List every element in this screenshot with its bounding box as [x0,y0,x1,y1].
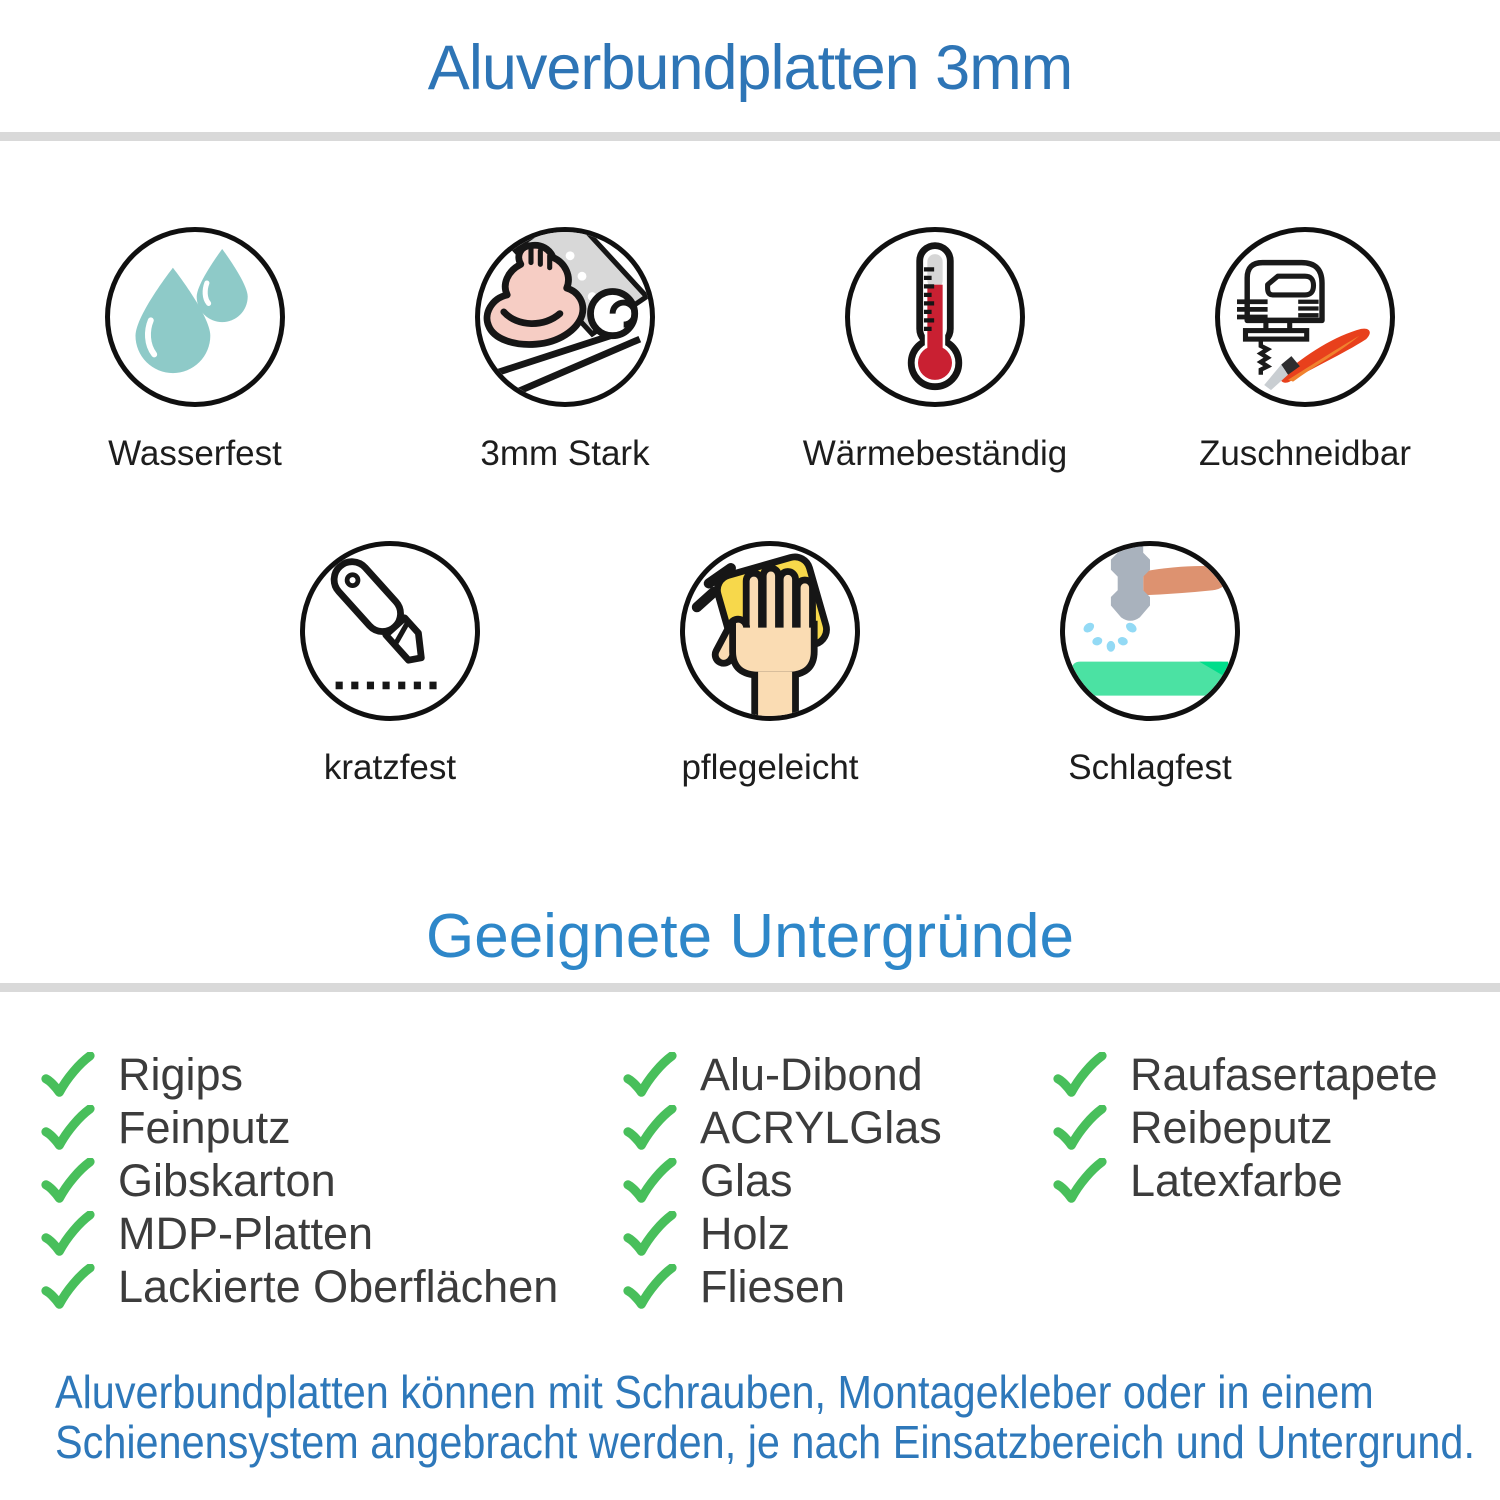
checkmark-icon [622,1158,678,1204]
feature-row-2 [200,541,1340,789]
list-item-label: Gibskarton [118,1155,336,1206]
list-item-label: Reibeputz [1130,1102,1333,1153]
checkmark-icon [622,1264,678,1310]
water-drops-icon [105,227,285,407]
feature-waermebestaendig [750,227,1120,475]
page-title: Aluverbundplatten 3mm [427,33,1073,103]
thermometer-icon [845,227,1025,407]
footer-note [55,1366,1475,1468]
list-item-label: Latexfarbe [1130,1155,1343,1206]
feature-label: Wärmebeständig [802,434,1068,473]
muscle-arm-icon [475,227,655,407]
list-item [40,1154,622,1207]
list-item [40,1101,622,1154]
list-item-label: Rigips [118,1049,244,1100]
feature-3mm-stark [380,227,750,475]
hammer-icon [1060,541,1240,721]
list-item [622,1154,1052,1207]
feature-row-1 [0,227,1500,475]
list-item-label: Lackierte Oberflächen [118,1261,559,1312]
list-item [622,1260,1052,1313]
checkmark-icon [622,1105,678,1151]
checkmark-icon [40,1158,96,1204]
footer-line-2: Schienensystem angebracht werden, je nach Einsatzbereich und Untergrund. [55,1416,1475,1468]
feature-label: pflegeleicht [681,748,859,787]
feature-pflegeleicht [580,541,960,789]
feature-kratzfest [200,541,580,789]
list-item-label: Feinputz [118,1102,291,1153]
checkmark-icon [40,1211,96,1257]
footer-line-1: Aluverbundplatten können mit Schrauben, Montagekleber oder in einem [55,1366,1374,1418]
list-item [1052,1154,1500,1207]
jigsaw-cutter-icon [1215,227,1395,407]
checkmark-icon [622,1052,678,1098]
utility-knife-icon [300,541,480,721]
feature-wasserfest [10,227,380,475]
list-item [1052,1048,1500,1101]
feature-label: Schlagfest [1068,748,1232,787]
surface-checklist [0,1048,1500,1313]
list-item-label: Alu-Dibond [700,1049,923,1100]
list-item [40,1207,622,1260]
checklist-column-1 [40,1048,622,1313]
list-item-label: ACRYLGlas [700,1102,942,1153]
list-item-label: Glas [700,1155,793,1206]
section-title: Geeignete Untergründe [425,902,1074,971]
list-item [622,1207,1052,1260]
list-item-label: Fliesen [700,1261,846,1312]
checkmark-icon [40,1105,96,1151]
checklist-column-3 [1052,1048,1500,1313]
cleaning-hand-icon [680,541,860,721]
feature-label: 3mm Stark [480,434,650,473]
feature-zuschneidbar [1120,227,1490,475]
list-item [40,1260,622,1313]
list-item-label: Raufasertapete [1130,1049,1438,1100]
divider-middle [0,983,1500,992]
checklist-column-2 [622,1048,1052,1313]
list-item-label: MDP-Platten [118,1208,374,1259]
feature-label: Wasserfest [108,434,282,473]
divider-top [0,132,1500,141]
list-item [40,1048,622,1101]
list-item [622,1048,1052,1101]
checkmark-icon [40,1264,96,1310]
feature-schlagfest [960,541,1340,789]
feature-label: Zuschneidbar [1198,434,1412,473]
checkmark-icon [1052,1158,1108,1204]
list-item-label: Holz [700,1208,791,1259]
checkmark-icon [1052,1052,1108,1098]
checkmark-icon [40,1052,96,1098]
checkmark-icon [622,1211,678,1257]
list-item [622,1101,1052,1154]
checkmark-icon [1052,1105,1108,1151]
feature-label: kratzfest [323,748,457,787]
list-item [1052,1101,1500,1154]
